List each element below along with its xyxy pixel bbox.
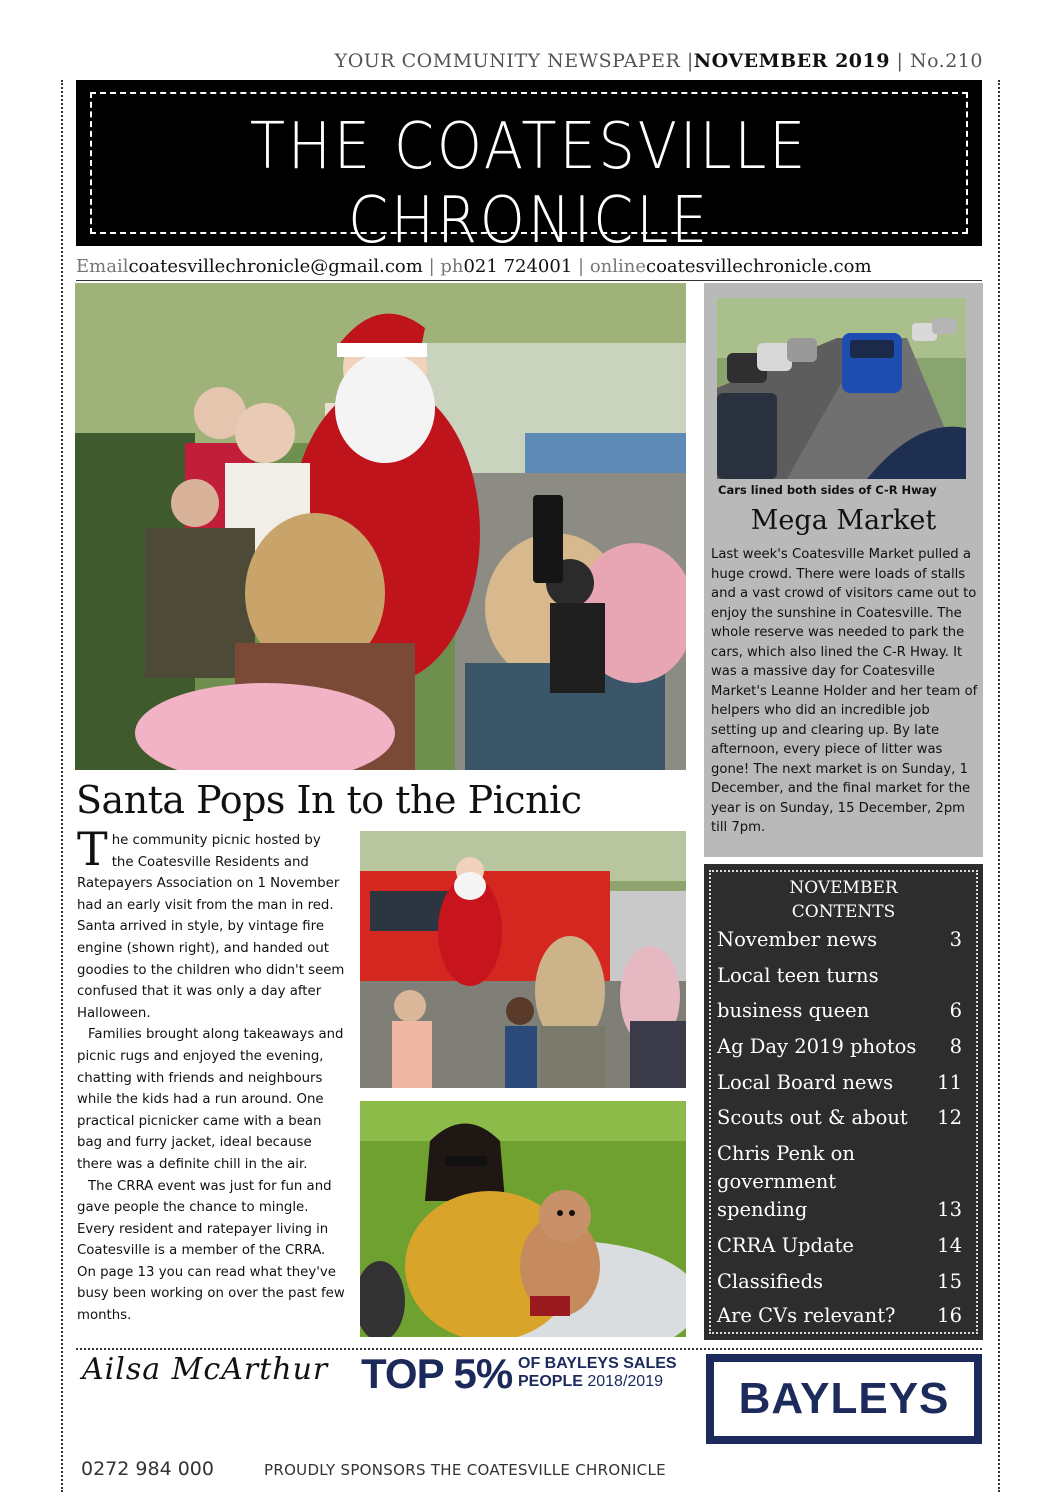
santa-photo xyxy=(75,283,686,770)
article-paragraph: The community picnic hosted by the Coatesville Residents and Ratepayers Association on 1 November had an early visit from the man in red. Santa arrived in style, by vintage fire engine (shown right), and handed out goodies to the children who didn't seem confused that it was only a day after Halloween. xyxy=(77,822,345,1021)
bayleys-logo xyxy=(706,1354,982,1444)
toc-item[interactable]: Local Board news 11 xyxy=(717,1071,962,1094)
mega-market-headline: Mega Market xyxy=(750,505,937,536)
toc-item[interactable]: Ag Day 2019 photos 8 xyxy=(717,1035,962,1058)
bayleys-wordmark: BAYLEYS xyxy=(714,1362,974,1436)
email-link[interactable]: coatesvillechronicle@gmail.com xyxy=(128,256,423,277)
left-dotted-border xyxy=(61,80,63,1492)
phone-number: 021 724001 xyxy=(463,256,573,277)
issue-line: YOUR COMMUNITY NEWSPAPER |NOVEMBER 2019 | No.210 xyxy=(334,50,983,72)
website-link[interactable]: coatesvillechronicle.com xyxy=(646,256,872,277)
footer-divider xyxy=(76,1348,982,1350)
toc-item[interactable]: government xyxy=(717,1170,837,1193)
toc-item[interactable]: Chris Penk on xyxy=(717,1142,855,1165)
top-five-badge: TOP 5% xyxy=(361,1350,513,1397)
article-paragraph: The CRRA event was just for fun and gave people the chance to mingle. Every resident and ratepayer living in Coatesville is a member of the CRRA. On page 13 you can read what they've busy been working on over the past few months. xyxy=(77,1178,345,1324)
toc-item[interactable]: Scouts out & about 12 xyxy=(717,1106,962,1129)
agent-signature: Ailsa McArthur xyxy=(82,1352,329,1387)
sponsor-line: PROUDLY SPONSORS THE COATESVILLE CHRONICLE xyxy=(264,1461,666,1479)
right-dotted-border xyxy=(998,80,1000,1492)
mega-market-body: Last week's Coatesville Market pulled a huge crowd. There were loads of stalls and a vast crowd of visitors came out to enjoy the sunshine in Coatesville. The whole reserve was needed to park the cars, which also lined the C-R Hway. It was a massive day for Coatesville Market's Leanne Holder and her team of helpers who did an incredible job setting up and clearing up. By late afternoon, every piece of litter was gone! The next market is on Sunday, 1 December, and the final market for the year is on Sunday, 15 December, 2pm till 7pm. xyxy=(711,547,978,835)
drop-cap: T xyxy=(77,822,108,876)
issue-number: No.210 xyxy=(909,50,983,72)
masthead-banner xyxy=(76,80,982,258)
contents-box xyxy=(704,864,983,1340)
contact-line: Emailcoatesvillechronicle@gmail.com | ph021 724001 | onlinecoatesvillechronicle.com xyxy=(76,256,872,277)
article-body xyxy=(77,822,345,1327)
cars-photo xyxy=(717,298,966,479)
article-headline: Santa Pops In to the Picnic xyxy=(76,778,582,822)
article-paragraph: Families brought along takeaways and picnic rugs and enjoyed the evening, chatting with friends and neighbours while the kids had a run around. One practical picnicker came with a bean bag and furry jacket, ideal because there was a definite chill in the air. xyxy=(77,1027,344,1172)
fire-engine-photo xyxy=(360,831,686,1088)
picnic-dog-photo xyxy=(360,1101,686,1337)
contact-divider xyxy=(76,280,982,281)
toc-item[interactable]: Are CVs relevant? 16 xyxy=(717,1304,962,1327)
toc-item[interactable]: business queen 6 xyxy=(717,999,962,1022)
agent-phone: 0272 984 000 xyxy=(81,1458,214,1480)
toc-item[interactable]: Classifieds 15 xyxy=(717,1270,962,1293)
issue-date: NOVEMBER 2019 xyxy=(693,50,890,72)
toc-item[interactable]: November news 3 xyxy=(717,928,962,951)
toc-item[interactable]: spending 13 xyxy=(717,1198,962,1221)
top-five-subtitle: OF BAYLEYS SALES PEOPLE 2018/2019 xyxy=(518,1355,677,1390)
newspaper-title: THE COATESVILLE CHRONICLE xyxy=(249,110,809,258)
toc-item[interactable]: CRRA Update 14 xyxy=(717,1234,962,1257)
contents-title: NOVEMBER CONTENTS xyxy=(789,878,898,922)
toc-item[interactable]: Local teen turns xyxy=(717,964,879,987)
photo-caption: Cars lined both sides of C-R Hway xyxy=(718,483,937,497)
tagline: YOUR COMMUNITY NEWSPAPER xyxy=(334,50,681,72)
